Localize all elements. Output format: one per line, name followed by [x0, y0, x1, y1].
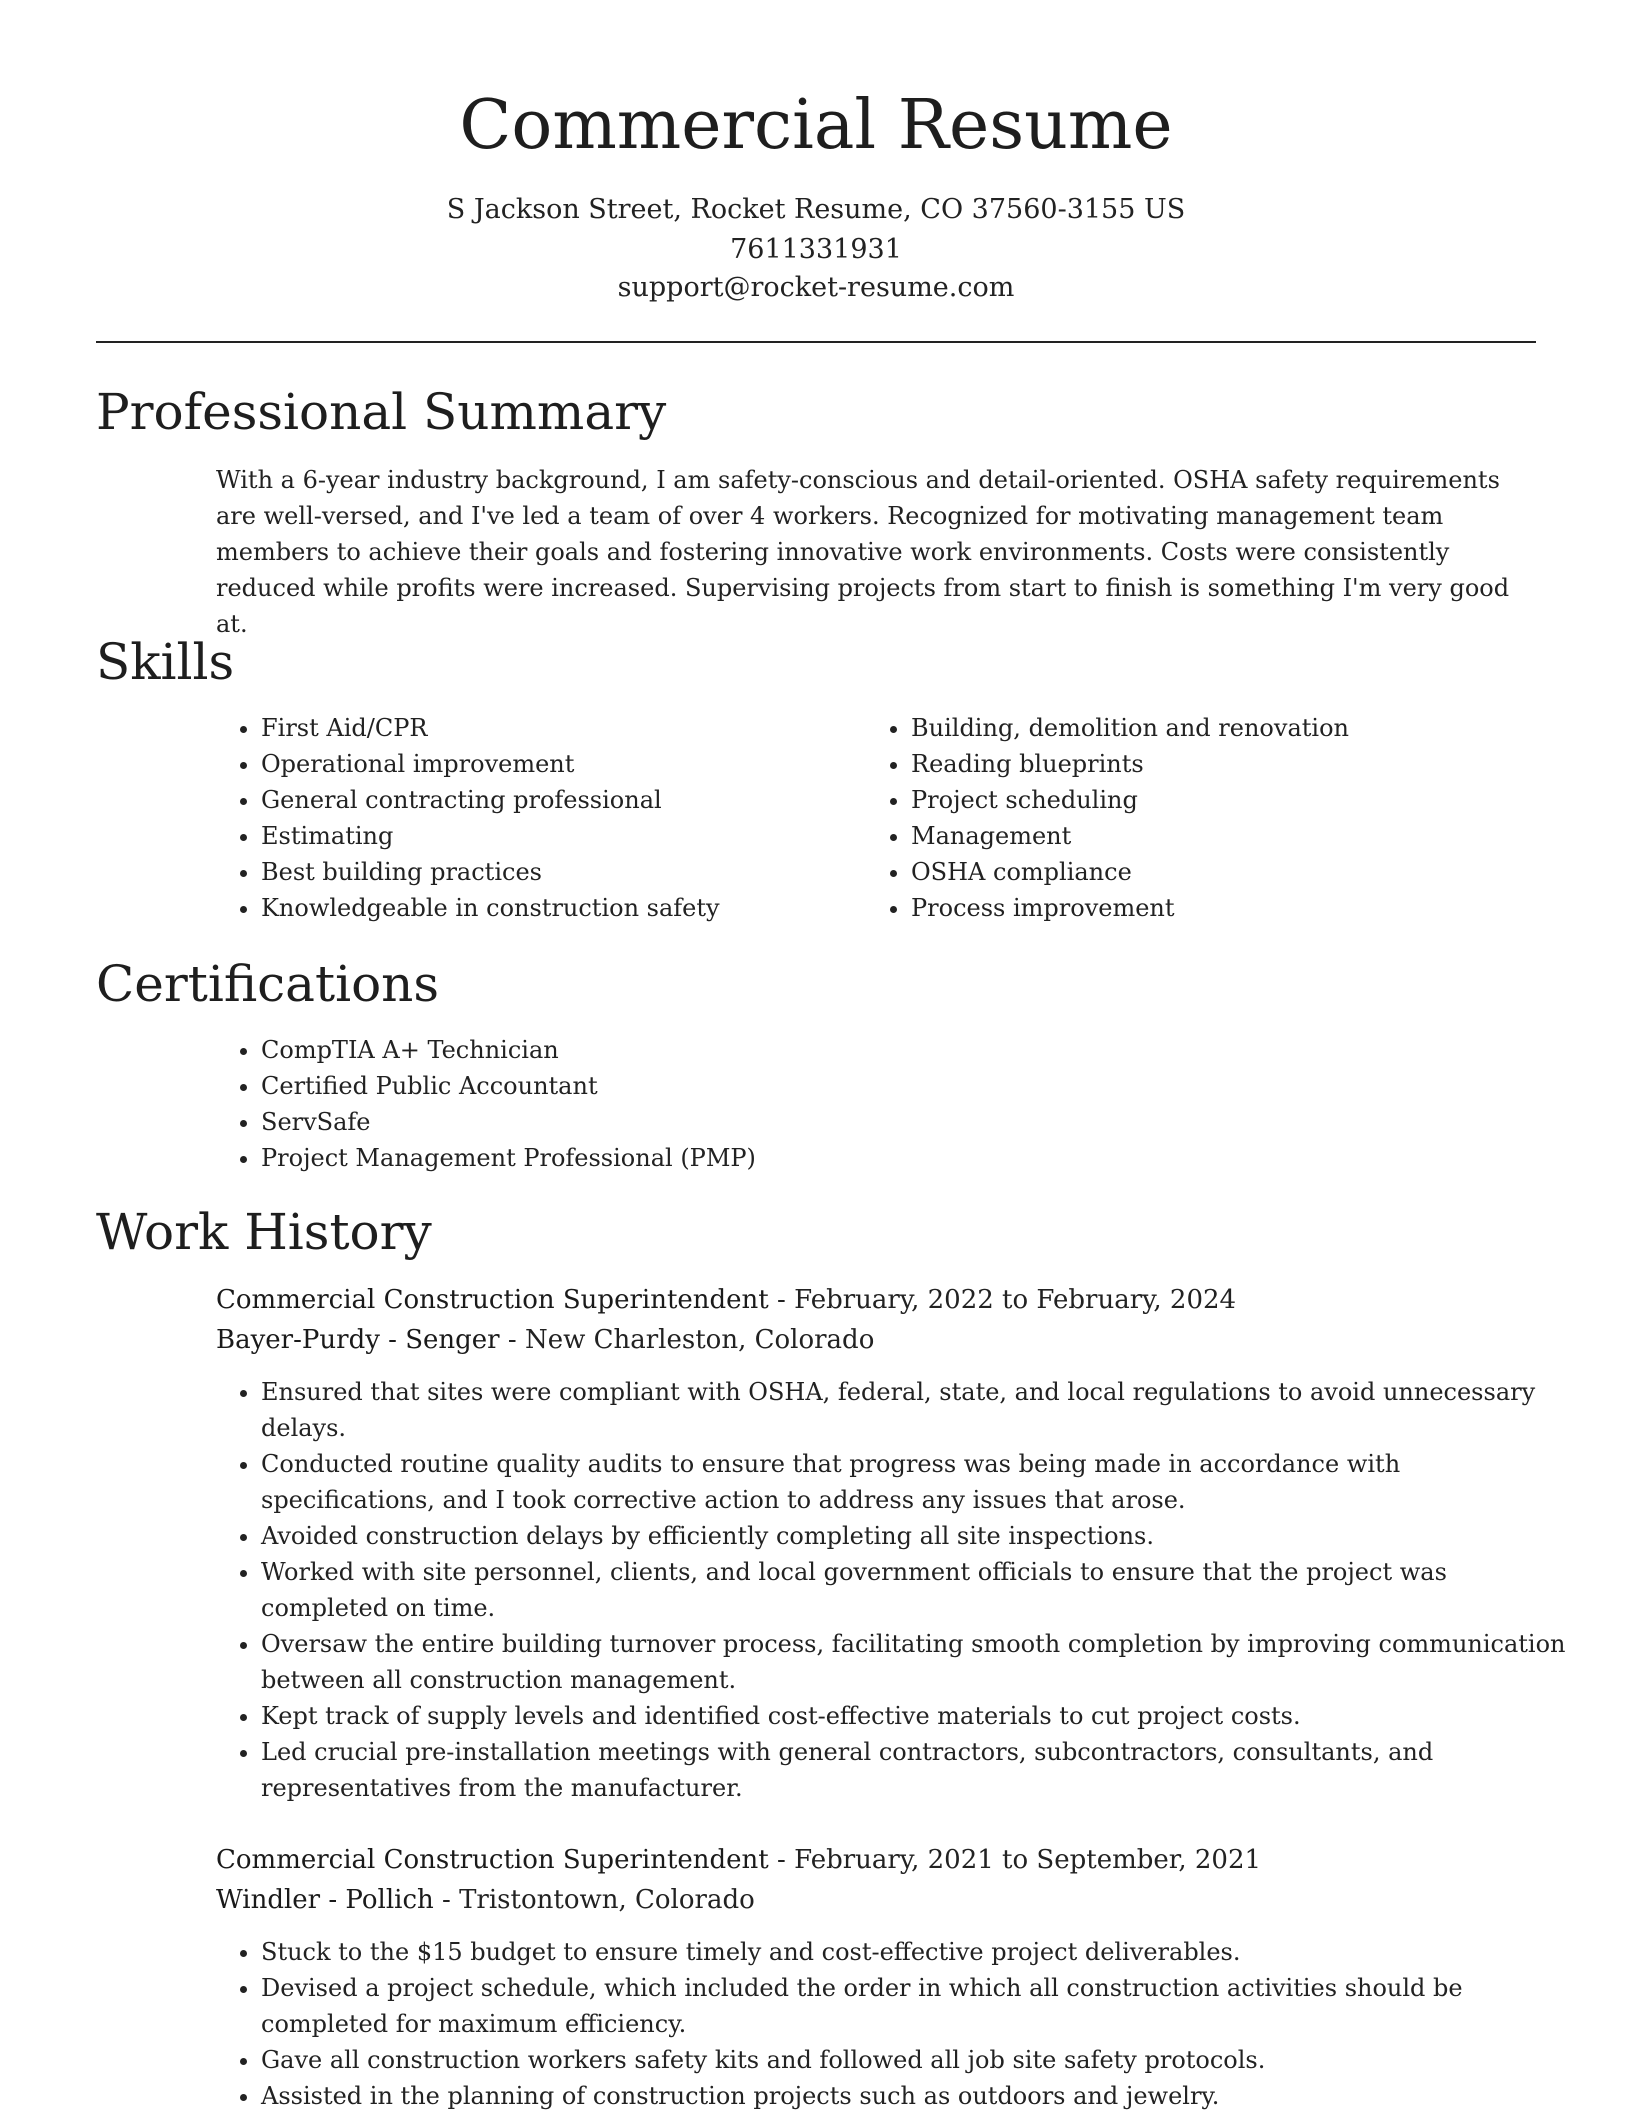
job-location: New Charleston, Colorado [524, 1325, 875, 1355]
summary-text: With a 6-year industry background, I am safety-conscious and detail-oriented. OSHA safety requirements are well-versed, and I've led a team of over 4 workers. Recognized for motivating management team members to achieve their goals and fostering innovative work environments. Costs were consistently reduced while profits were increased. Supervising projects from start to finish is something I'm very good at. [216, 466, 1510, 638]
job-dates: February, 2021 to September, 2021 [794, 1845, 1262, 1875]
skill-item: • General contracting professional [261, 782, 861, 818]
job-bullets [216, 1934, 1581, 2114]
work-history-heading: Work History [96, 1203, 432, 1261]
skill-item: • Operational improvement [261, 746, 861, 782]
certifications-heading: Certifications [96, 955, 440, 1013]
job-bullet: • Gave all construction workers safety kits and followed all job site safety protocols. [261, 2042, 1581, 2078]
certification-item: • Certified Public Accountant [261, 1068, 1581, 1104]
job-bullet: • Oversaw the entire building turnover process, facilitating smooth completion by improving communication between all construction management. [261, 1626, 1581, 1698]
job-bullet: • Conducted routine quality audits to ensure that progress was being made in accordance with specifications, and I took corrective action to address any issues that arose. [261, 1446, 1581, 1518]
job-company: Bayer-Purdy - Senger [216, 1325, 500, 1355]
summary-heading: Professional Summary [96, 383, 667, 441]
skill-item: • Knowledgeable in construction safety [261, 890, 861, 926]
header-divider [96, 341, 1536, 343]
job-title: Commercial Construction Superintendent [216, 1285, 769, 1315]
job-company-line [216, 1880, 1536, 1920]
skills-list-right [866, 710, 1551, 926]
job-bullet: • Avoided construction delays by efficiently completing all site inspections. [261, 1518, 1581, 1554]
separator: - [768, 1845, 795, 1875]
job-company: Windler - Pollich [216, 1885, 434, 1915]
certification-item: • Project Management Professional (PMP) [261, 1140, 1581, 1176]
job-title-line [216, 1280, 1536, 1320]
job-bullet: • Assisted in the planning of construction projects such as outdoors and jewelry. [261, 2078, 1581, 2114]
job-company-line [216, 1320, 1536, 1360]
skill-item: • Building, demolition and renovation [911, 710, 1551, 746]
job-bullet: • Devised a project schedule, which included the order in which all construction activities should be completed for maximum efficiency. [261, 1970, 1581, 2042]
job-bullet: • Ensured that sites were compliant with OSHA, federal, state, and local regulations to avoid unnecessary delays. [261, 1374, 1581, 1446]
certification-item: • CompTIA A+ Technician [261, 1032, 1581, 1068]
job-bullet: • Worked with site personnel, clients, and local government officials to ensure that the project was completed on time. [261, 1554, 1581, 1626]
contact-address: S Jackson Street, Rocket Resume, CO 37560-3155 US [446, 194, 1186, 225]
skill-item: • First Aid/CPR [261, 710, 861, 746]
separator: - [433, 1885, 460, 1915]
skill-item: • OSHA compliance [911, 854, 1551, 890]
skills-heading: Skills [96, 633, 235, 691]
contact-email: support@rocket-resume.com [617, 272, 1015, 303]
resume-name: Commercial Resume [459, 86, 1173, 165]
separator: - [499, 1325, 525, 1355]
job-bullet: • Kept track of supply levels and identified cost-effective materials to cut project costs. [261, 1698, 1581, 1734]
skills-list-left [216, 710, 861, 926]
job-bullet: • Stuck to the $15 budget to ensure timely and cost-effective project deliverables. [261, 1934, 1581, 1970]
certification-item: • ServSafe [261, 1104, 1581, 1140]
job-title: Commercial Construction Superintendent [216, 1845, 769, 1875]
contact-phone: 7611331931 [730, 234, 902, 265]
skill-item: • Estimating [261, 818, 861, 854]
job-title-line [216, 1840, 1536, 1880]
skill-item: • Reading blueprints [911, 746, 1551, 782]
job-bullet: • Led crucial pre-installation meetings with general contractors, subcontractors, consultants, and representatives from the manufacturer. [261, 1734, 1581, 1806]
skill-item: • Process improvement [911, 890, 1551, 926]
skill-item: • Project scheduling [911, 782, 1551, 818]
skill-item: • Management [911, 818, 1551, 854]
skill-item: • Best building practices [261, 854, 861, 890]
job-bullets [216, 1374, 1581, 1806]
certifications-list [216, 1032, 1581, 1176]
job-location: Tristontown, Colorado [459, 1885, 755, 1915]
job-dates: February, 2022 to February, 2024 [794, 1285, 1237, 1315]
separator: - [768, 1285, 795, 1315]
